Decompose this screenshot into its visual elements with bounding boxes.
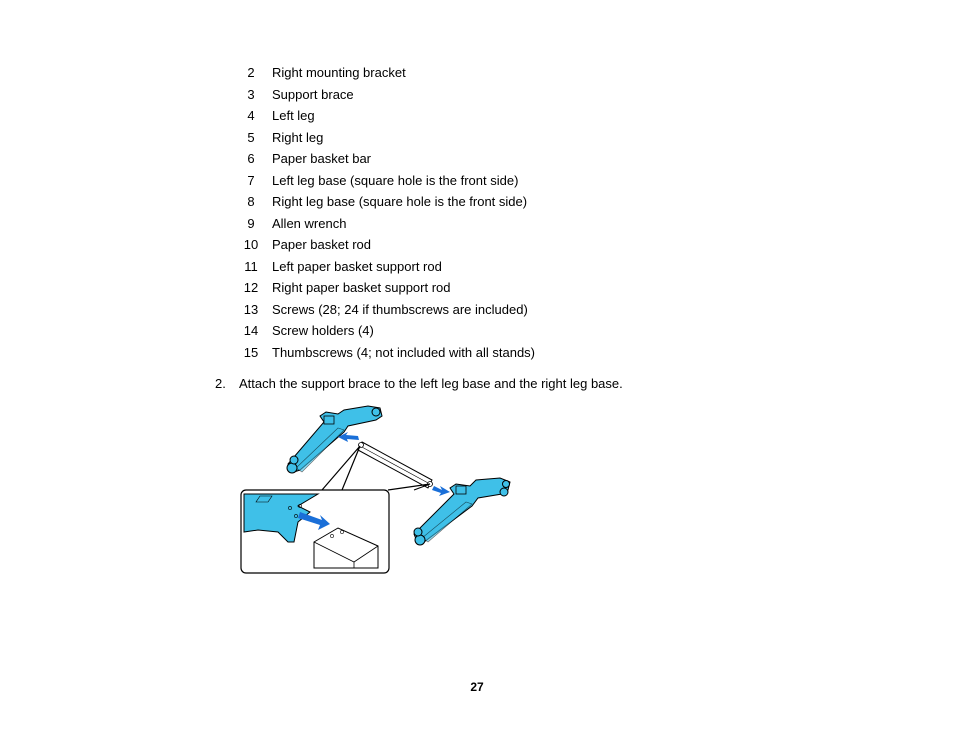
part-number: 15 — [243, 344, 259, 360]
part-number: 4 — [247, 108, 255, 123]
parts-list-item — [240, 342, 536, 364]
part-label: Right leg base (square hole is the front side) — [272, 194, 528, 209]
part-label: Right mounting bracket — [272, 65, 406, 80]
parts-list-item — [240, 299, 528, 321]
parts-list-item — [240, 213, 347, 235]
step-number: 2. — [215, 376, 226, 391]
part-number: 10 — [243, 237, 259, 252]
part-number: 8 — [247, 194, 255, 209]
part-number: 9 — [247, 215, 255, 231]
part-number: 7 — [247, 172, 255, 188]
parts-list — [240, 62, 536, 363]
parts-list-item — [240, 62, 406, 84]
part-label: Screws (28; 24 if thumbscrews are included) — [272, 301, 528, 317]
part-label: Left leg — [272, 108, 315, 123]
parts-list-item — [240, 234, 372, 256]
parts-list-item — [240, 148, 372, 170]
part-label: Right leg — [272, 129, 324, 145]
parts-list-item — [240, 127, 324, 149]
part-label: Support brace — [272, 86, 354, 102]
support-brace — [358, 442, 433, 488]
step-text: Attach the support brace to the left leg base and the right leg base. — [239, 376, 623, 391]
parts-list-item — [240, 84, 354, 106]
part-label: Paper basket bar — [272, 151, 372, 166]
detail-inset — [241, 490, 389, 573]
parts-list-item — [240, 170, 519, 192]
part-label: Paper basket rod — [272, 237, 372, 252]
part-label: Screw holders (4) — [272, 323, 374, 338]
part-number: 3 — [247, 86, 255, 102]
part-number: 14 — [243, 323, 259, 338]
parts-list-item — [240, 191, 528, 213]
part-label: Thumbscrews (4; not included with all stands) — [272, 344, 536, 360]
part-label: Allen wrench — [272, 215, 347, 231]
left-leg-base — [287, 406, 382, 473]
part-number: 2 — [247, 65, 255, 80]
part-label: Right paper basket support rod — [272, 280, 451, 295]
page-number: 27 — [470, 680, 484, 694]
part-number: 13 — [243, 301, 259, 317]
part-label: Left paper basket support rod — [272, 258, 442, 274]
part-number: 5 — [247, 129, 255, 145]
part-label: Left leg base (square hole is the front side) — [272, 172, 519, 188]
part-number: 6 — [247, 151, 255, 166]
part-number: 11 — [244, 258, 258, 274]
right-attach-arrow — [432, 486, 450, 496]
parts-list-item — [240, 256, 442, 278]
parts-list-item — [240, 105, 315, 127]
parts-list-item — [240, 277, 451, 299]
part-number: 12 — [243, 280, 259, 295]
parts-list-item — [240, 320, 374, 342]
support-brace-assembly-illustration — [238, 402, 514, 576]
